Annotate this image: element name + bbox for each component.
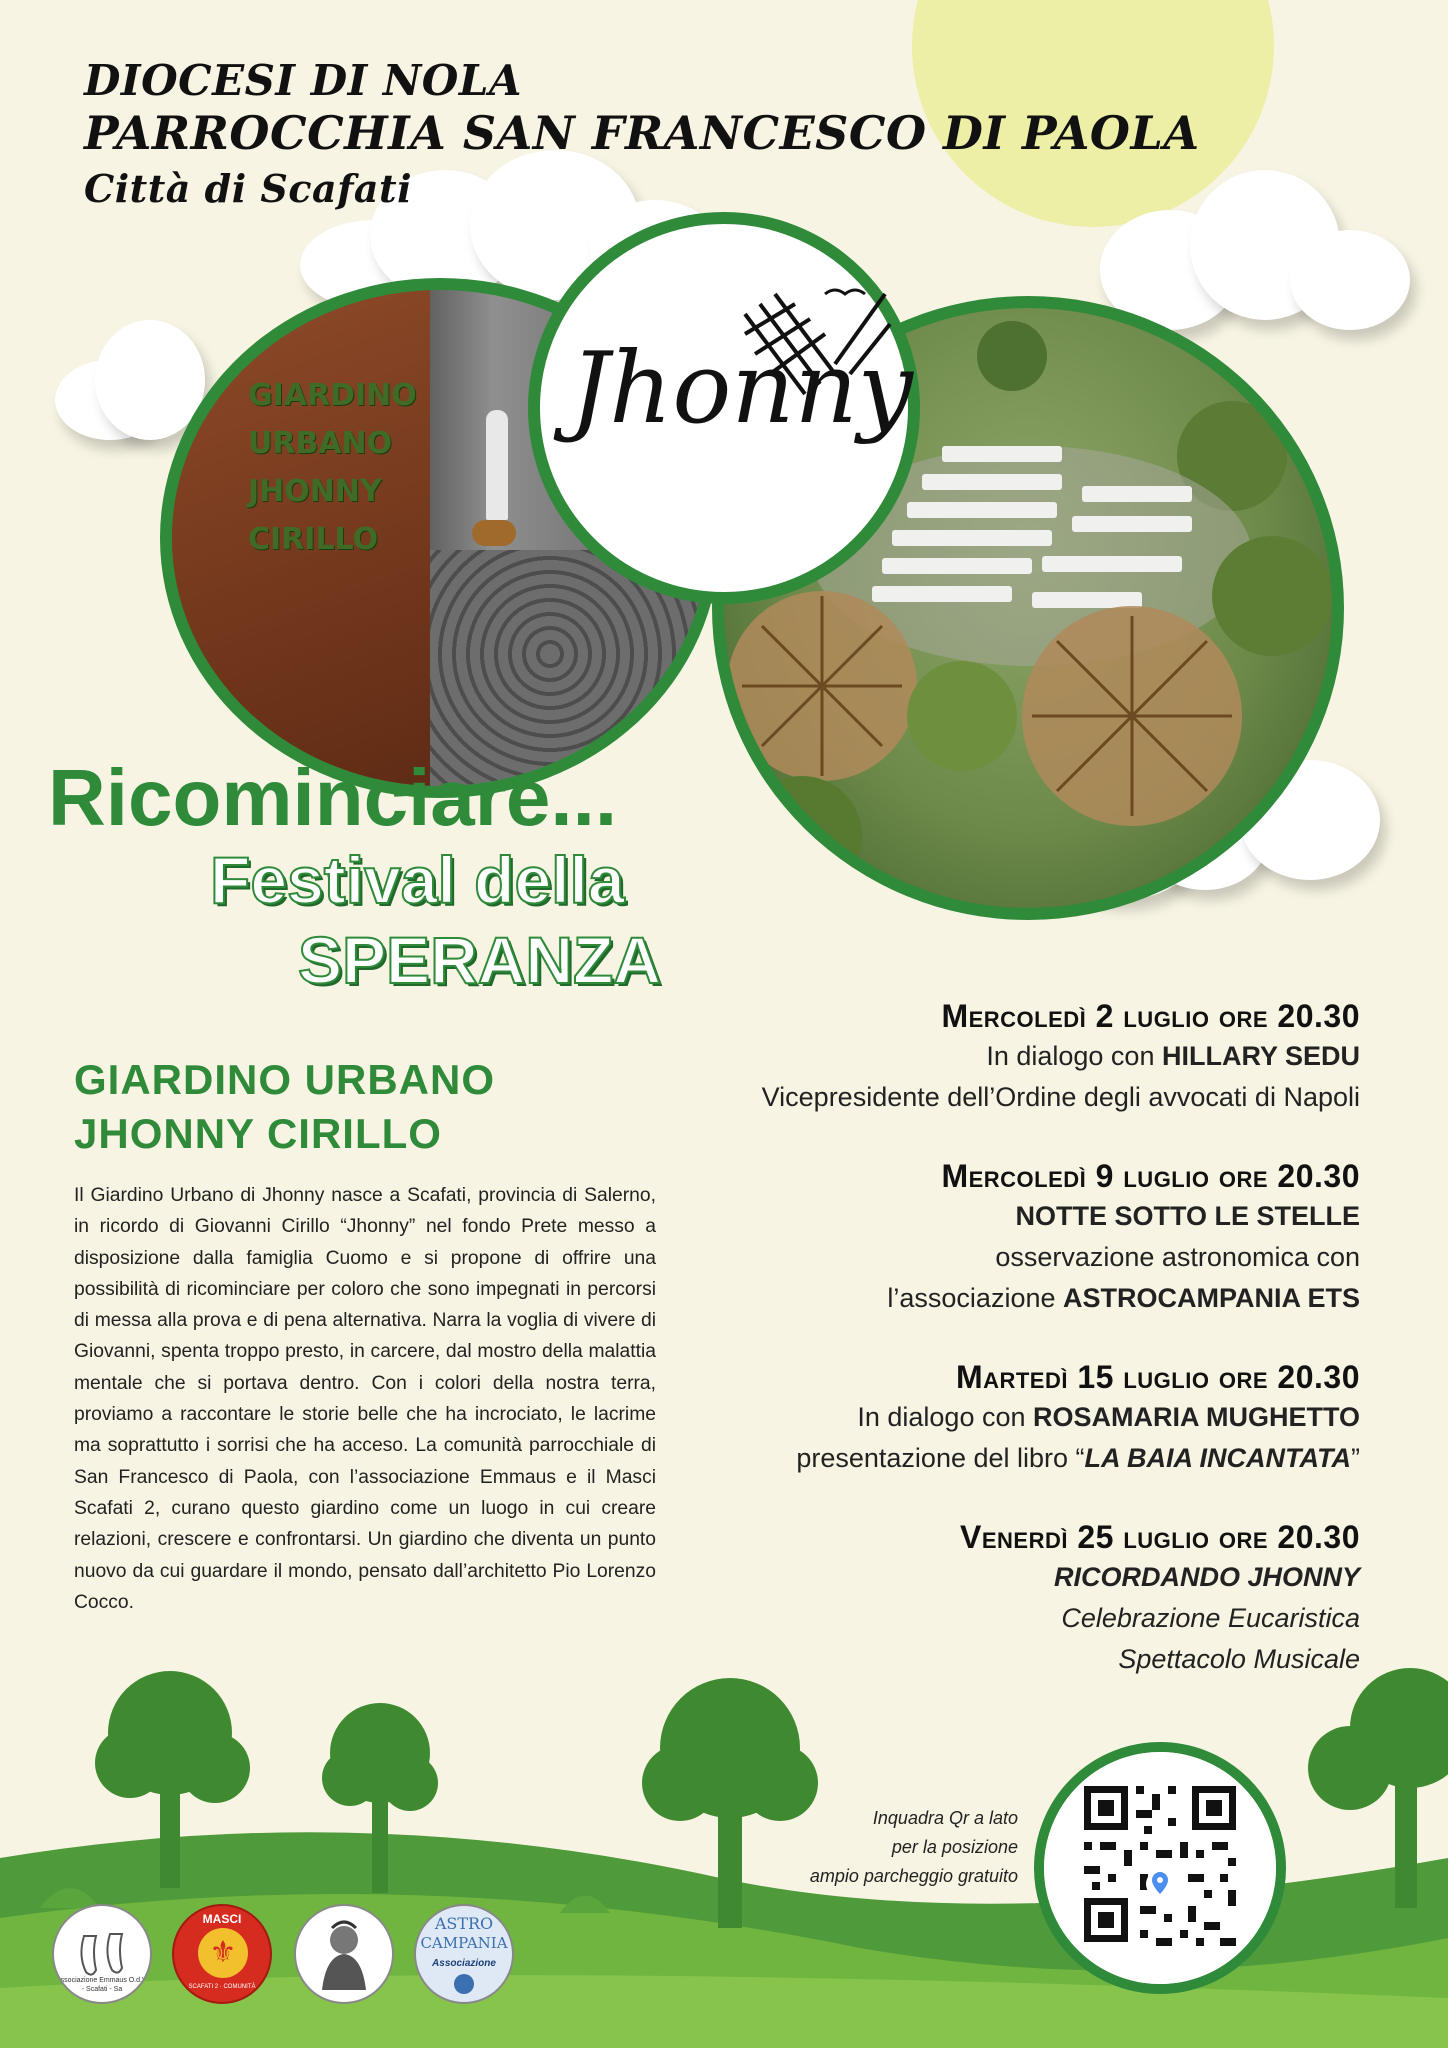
qr-note (760, 1804, 1018, 1891)
dog-figure (472, 520, 516, 546)
event-date: Mercoledì 2 luglio ore 20.30 (941, 998, 1360, 1034)
event-line: osservazione astronomica con (995, 1242, 1360, 1272)
parish-title: PARROCCHIA SAN FRANCESCO DI PAOLA (84, 106, 1200, 160)
masci-logo-subtitle: SCAFATI 2 · COMUNITÀ (188, 1984, 256, 1990)
sign-line: JHONNY (248, 474, 382, 509)
astro-logo-line2: CAMPANIA (420, 1934, 508, 1952)
event-text: ” (1351, 1443, 1360, 1473)
qr-note-line: Inquadra Qr a lato (872, 1808, 1018, 1828)
book-title: LA BAIA INCANTATA (1084, 1443, 1351, 1473)
event-line (560, 1196, 1360, 1237)
fleur-de-lis-icon: ⚜ (198, 1928, 248, 1978)
event-line: Celebrazione Eucaristica (1061, 1603, 1360, 1633)
event-line (560, 1397, 1360, 1438)
event-date: Venerdì 25 luglio ore 20.30 (960, 1519, 1360, 1555)
qr-code[interactable] (1034, 1742, 1286, 1994)
event-date: Mercoledì 9 luglio ore 20.30 (941, 1158, 1360, 1194)
garden-description: Il Giardino Urbano di Jhonny nasce a Scafati, provincia di Salerno, in ricordo di Giovanni Cirillo “Jhonny” nel fondo Prete messo a disposizione dalla famiglia Cuomo e si propone di offrire una possibilità di ricominciare per coloro che sono impegnati in percorsi di messa alla prova e di pena alternativa. Narra la voglia di vivere di Giovanni, spenta troppo presto, in carcere, dal mostro della malattia mentale che si portava dentro. Con i colori della nostra terra, proviamo a raccontare le storie belle che ha incrociato, le lacrime ma soprattutto i sorrisi che ha acceso. La comunità parrocchiale di San Francesco di Paola, con l’associazione Emmaus e il Masci Scafati 2, curano questo giardino come un luogo in cui creare relazioni, crescere e confrontarsi. Un giardino che diventa un punto nuovo da cui guardare il mondo, pensato dall’architetto Pio Lorenzo Cocco. (74, 1185, 656, 1613)
event-text: presentazione del libro “ (796, 1443, 1085, 1473)
sign-line: GIARDINO (248, 378, 417, 413)
event-date: Martedì 15 luglio ore 20.30 (955, 1359, 1360, 1395)
garden-title-line1: GIARDINO URBANO (74, 1056, 495, 1103)
subtitle-festival: Festival della (210, 843, 625, 917)
event-text: In dialogo con (857, 1402, 1033, 1432)
event-line (560, 1557, 1360, 1598)
event-guest: ROSAMARIA MUGHETTO (1033, 1402, 1360, 1432)
event-line: Vicepresidente dell’Ordine degli avvocati di Napoli (761, 1082, 1360, 1112)
astrocampania-logo (414, 1904, 514, 2004)
sign-lettering (248, 372, 418, 564)
person-figure (486, 410, 508, 520)
jhonny-logo (528, 212, 920, 604)
event-text: l’associazione (887, 1283, 1063, 1313)
event-item (560, 1357, 1360, 1479)
sign-line: URBANO (248, 426, 393, 461)
event-line: Spettacolo Musicale (1118, 1644, 1360, 1674)
jhonny-logo-text: Jhonny (570, 332, 913, 446)
astro-logo-line3: Associazione (432, 1958, 496, 1969)
qr-note-line: per la posizione (891, 1837, 1018, 1857)
event-guest: ASTROCAMPANIA ETS (1063, 1283, 1360, 1313)
qr-pattern (1044, 1752, 1276, 1984)
event-item (560, 996, 1360, 1118)
saint-logo (294, 1904, 394, 2004)
net-icon (735, 274, 895, 414)
event-line (560, 1438, 1360, 1479)
qr-note-line: ampio parcheggio gratuito (809, 1866, 1018, 1886)
diocese-title: DIOCESI DI NOLA (84, 56, 522, 105)
masci-logo-title: MASCI (202, 1912, 242, 1926)
masci-logo (172, 1904, 272, 2004)
event-name: NOTTE SOTTO LE STELLE (1015, 1201, 1360, 1231)
event-guest: HILLARY SEDU (1161, 1041, 1360, 1071)
subtitle-speranza: SPERANZA (298, 923, 662, 997)
saint-figure-icon (296, 1906, 392, 2002)
event-name: RICORDANDO JHONNY (1053, 1562, 1360, 1592)
event-item (560, 1156, 1360, 1319)
event-text: In dialogo con (986, 1041, 1162, 1071)
sign-line: CIRILLO (248, 522, 379, 557)
main-title: Ricominciare... (48, 753, 618, 842)
planet-icon (454, 1974, 474, 1994)
event-line (560, 1036, 1360, 1077)
events-list (560, 996, 1360, 1718)
astro-logo-line1: ASTRO (434, 1914, 494, 1933)
emmaus-logo (52, 1904, 152, 2004)
event-line (560, 1278, 1360, 1319)
event-item (560, 1517, 1360, 1680)
city-title: Città di Scafati (84, 166, 413, 211)
garden-title-line2: JHONNY CIRILLO (74, 1110, 442, 1157)
emmaus-logo-text: Associazione Emmaus O.d.V. - Scafati - Sa (56, 1977, 148, 1993)
